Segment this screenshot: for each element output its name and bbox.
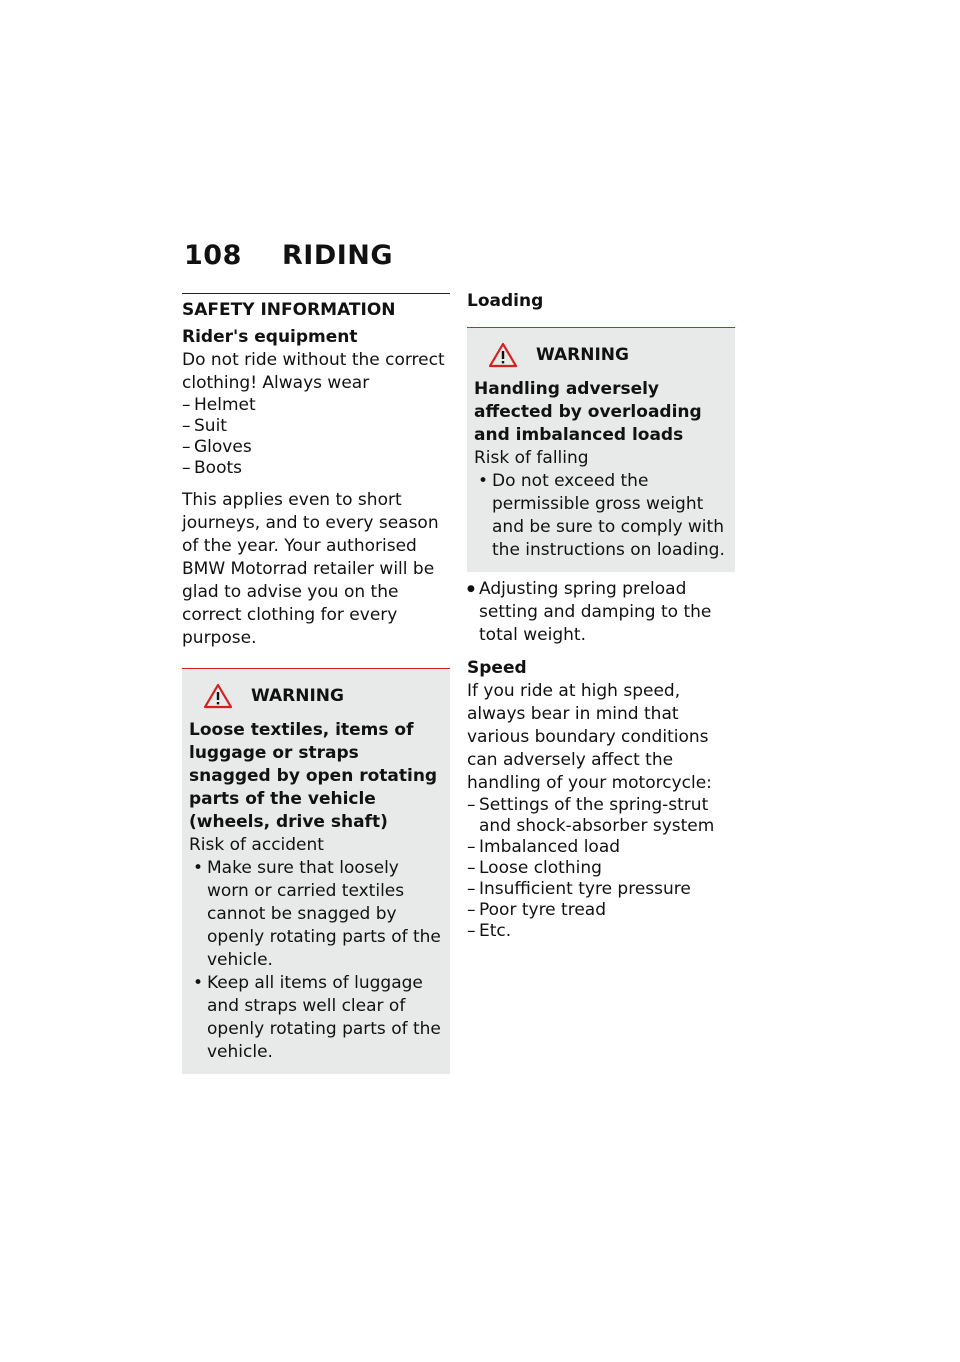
list-item: • Keep all items of luggage and straps well clear of openly rotating parts of the vehicle. — [189, 972, 442, 1064]
warning-triangle-icon — [488, 342, 518, 368]
riders-equipment-intro: Do not ride without the correct clothing! Always wear — [182, 350, 445, 393]
warning-actions — [189, 857, 442, 1064]
subsection-title-loading: Loading — [467, 291, 544, 311]
left-column — [182, 293, 450, 1074]
list-item: – Poor tyre tread — [467, 900, 735, 921]
list-item: – Helmet — [182, 395, 450, 416]
warning-header — [203, 683, 442, 709]
subsection-title-speed: Speed — [467, 658, 527, 678]
list-item: • Do not exceed the permissible gross weight and be sure to comply with the instructions on loading. — [474, 470, 727, 562]
page-number: 108 — [184, 240, 242, 271]
list-item: – Insufficient tyre pressure — [467, 879, 735, 900]
warning-title: Handling adversely affected by overloading and imbalanced loads — [474, 379, 702, 445]
warning-label: WARNING — [536, 344, 629, 365]
warning-box-textiles — [182, 668, 450, 1074]
subsection-title-riders-equipment: Rider's equipment — [182, 327, 358, 347]
equipment-list — [182, 395, 450, 479]
list-item: • Make sure that loosely worn or carried textiles cannot be snagged by openly rotating parts of the vehicle. — [189, 857, 442, 972]
speed-conditions-list — [467, 795, 735, 942]
list-item: – Etc. — [467, 921, 735, 942]
right-column — [467, 290, 735, 942]
list-item: – Settings of the spring-strut and shock-absorber system — [467, 795, 735, 837]
list-item: – Gloves — [182, 437, 450, 458]
list-item: – Imbalanced load — [467, 837, 735, 858]
warning-box-loading — [467, 327, 735, 572]
list-item: – Loose clothing — [467, 858, 735, 879]
page-header — [184, 240, 393, 271]
warning-actions — [474, 470, 727, 562]
speed-intro: If you ride at high speed, always bear in mind that various boundary conditions can adversely affect the handling of your motorcycle: — [467, 681, 712, 793]
list-item: – Boots — [182, 458, 450, 479]
chapter-title: RIDING — [282, 240, 394, 271]
riders-equipment-body: This applies even to short journeys, and to every season of the year. Your authorised BMW Motorrad retailer will be glad to advise you on the correct clothing for every purpose. — [182, 490, 439, 648]
warning-triangle-icon — [203, 683, 233, 709]
warning-label: WARNING — [251, 685, 344, 706]
section-title: SAFETY INFORMATION — [182, 293, 450, 322]
action-list — [467, 578, 735, 647]
warning-risk: Risk of accident — [189, 835, 324, 855]
list-item: – Suit — [182, 416, 450, 437]
warning-risk: Risk of falling — [474, 448, 589, 468]
warning-title: Loose textiles, items of luggage or straps snagged by open rotating parts of the vehicle (wheels, drive shaft) — [189, 720, 438, 832]
warning-header — [488, 342, 727, 368]
list-item: ● Adjusting spring preload setting and damping to the total weight. — [467, 578, 735, 647]
